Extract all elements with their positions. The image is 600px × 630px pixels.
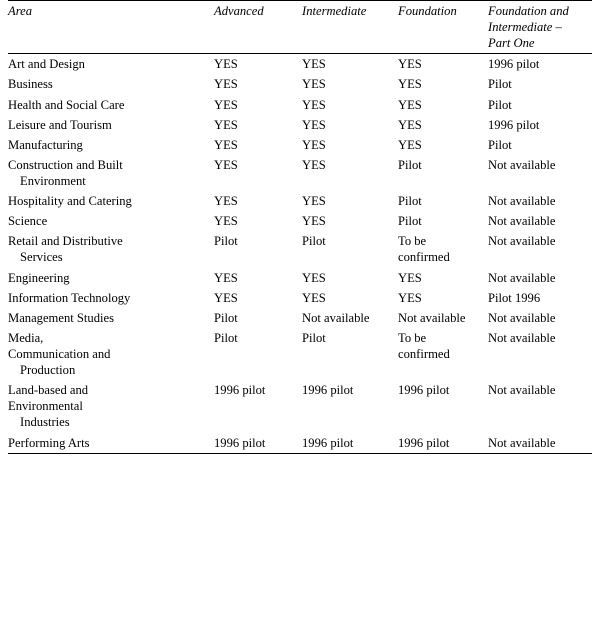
cell-advanced: YES (214, 117, 238, 132)
area-line: Communication and (8, 346, 111, 361)
area-line: Services (20, 250, 63, 265)
cell-advanced: YES (214, 194, 238, 209)
cell-intermediate: YES (302, 157, 326, 172)
area-line: Health and Social Care (8, 97, 125, 112)
cell-foundation: YES (398, 57, 422, 72)
cell-area (8, 115, 214, 135)
cell-foundation: YES (398, 270, 422, 285)
cell-foundation-intermediate: 1996 pilot (488, 57, 540, 72)
column-header-area: Area (8, 1, 214, 54)
foundation-line: To be (398, 330, 427, 345)
cell-foundation-intermediate: Not available (488, 433, 592, 454)
table-row (8, 135, 592, 155)
area-line: Industries (20, 415, 70, 430)
cell-area (8, 288, 214, 308)
cell-intermediate: YES (302, 214, 326, 229)
cell-advanced: Pilot (214, 310, 238, 325)
cell-foundation: YES (398, 137, 422, 152)
cell-advanced: YES (214, 214, 238, 229)
area-line: Leisure and Tourism (8, 117, 112, 132)
table-row (8, 380, 592, 432)
table-row (8, 74, 592, 94)
table-row (8, 95, 592, 115)
area-line: Production (20, 363, 76, 378)
cell-foundation-intermediate: Pilot 1996 (488, 290, 541, 305)
cell-foundation-intermediate: Not available (488, 330, 556, 345)
cell-foundation-intermediate: Not available (488, 234, 556, 249)
cell-intermediate: 1996 pilot (302, 433, 398, 454)
column-header-line-2: Intermediate – (488, 20, 562, 35)
cell-foundation-intermediate: Pilot (488, 77, 512, 92)
cell-intermediate: Not available (302, 310, 370, 325)
area-line: Land-based and (8, 383, 89, 398)
qualification-availability-table (8, 0, 592, 454)
cell-intermediate: YES (302, 194, 326, 209)
foundation-line: To be (398, 234, 427, 249)
cell-advanced: 1996 pilot (214, 433, 302, 454)
cell-foundation: 1996 pilot (398, 433, 488, 454)
cell-advanced: YES (214, 157, 238, 172)
table-row (8, 54, 592, 75)
cell-advanced: YES (214, 57, 238, 72)
area-line: Science (8, 214, 48, 229)
cell-area (8, 155, 214, 191)
cell-foundation: Pilot (398, 194, 422, 209)
table-row (8, 155, 592, 191)
area-line: Engineering (8, 270, 70, 285)
table-row (8, 433, 592, 454)
column-header-foundation: Foundation (398, 1, 488, 54)
foundation-line: confirmed (398, 250, 450, 265)
table-row (8, 288, 592, 308)
cell-intermediate: YES (302, 117, 326, 132)
cell-foundation-intermediate: Not available (488, 157, 556, 172)
cell-foundation: YES (398, 97, 422, 112)
area-line: Information Technology (8, 290, 131, 305)
area-line: Art and Design (8, 57, 85, 72)
cell-foundation-intermediate: Not available (488, 310, 556, 325)
cell-foundation-intermediate: Pilot (488, 137, 512, 152)
area-line: Management Studies (8, 310, 114, 325)
cell-advanced: YES (214, 270, 238, 285)
cell-advanced: 1996 pilot (214, 383, 266, 398)
cell-foundation: Not available (398, 310, 466, 325)
table-row (8, 115, 592, 135)
cell-area (8, 54, 214, 75)
table-row (8, 231, 592, 267)
foundation-line: confirmed (398, 346, 450, 361)
cell-intermediate: YES (302, 290, 326, 305)
area-line: Hospitality and Catering (8, 194, 132, 209)
area-line: Manufacturing (8, 137, 83, 152)
cell-foundation: YES (398, 290, 422, 305)
cell-foundation-intermediate: Pilot (488, 97, 512, 112)
cell-area (8, 380, 214, 432)
cell-foundation-intermediate: Not available (488, 194, 556, 209)
area-line: Media, (8, 330, 44, 345)
cell-intermediate: Pilot (302, 330, 326, 345)
cell-foundation (398, 231, 488, 267)
area-line: Retail and Distributive (8, 234, 123, 249)
cell-area (8, 135, 214, 155)
cell-intermediate: YES (302, 97, 326, 112)
table-row (8, 191, 592, 211)
table-header-row (8, 1, 592, 54)
cell-intermediate: Pilot (302, 234, 326, 249)
table-row (8, 268, 592, 288)
cell-advanced: Pilot (214, 330, 238, 345)
column-header-line-3: Part One (488, 36, 535, 51)
cell-intermediate: YES (302, 77, 326, 92)
table-row (8, 211, 592, 231)
cell-foundation-intermediate: 1996 pilot (488, 117, 540, 132)
cell-advanced: YES (214, 77, 238, 92)
area-line: Environment (20, 173, 86, 188)
cell-foundation (398, 328, 488, 380)
cell-foundation-intermediate: Not available (488, 214, 556, 229)
cell-foundation: 1996 pilot (398, 383, 450, 398)
cell-intermediate: 1996 pilot (302, 383, 354, 398)
cell-area (8, 268, 214, 288)
cell-area (8, 211, 214, 231)
cell-advanced: YES (214, 137, 238, 152)
column-header-advanced: Advanced (214, 1, 302, 54)
table-row (8, 308, 592, 328)
cell-area (8, 74, 214, 94)
column-header-line-1: Foundation and (488, 4, 569, 18)
cell-foundation: Pilot (398, 214, 422, 229)
cell-area (8, 433, 214, 454)
cell-area (8, 308, 214, 328)
cell-intermediate: YES (302, 137, 326, 152)
cell-intermediate: YES (302, 270, 326, 285)
table-body (8, 54, 592, 453)
cell-foundation-intermediate: Not available (488, 383, 556, 398)
cell-area (8, 231, 214, 267)
area-line: Performing Arts (8, 435, 90, 450)
cell-foundation: YES (398, 77, 422, 92)
column-header-intermediate: Intermediate (302, 1, 398, 54)
cell-foundation-intermediate: Not available (488, 270, 556, 285)
cell-advanced: YES (214, 290, 238, 305)
cell-intermediate: YES (302, 57, 326, 72)
cell-area (8, 95, 214, 115)
cell-advanced: Pilot (214, 234, 238, 249)
area-line: Environmental (8, 399, 83, 414)
table-row (8, 328, 592, 380)
cell-advanced: YES (214, 97, 238, 112)
column-header-foundation-intermediate (488, 1, 592, 54)
cell-area (8, 328, 214, 380)
cell-foundation: Pilot (398, 157, 422, 172)
area-line: Business (8, 77, 53, 92)
table-header (8, 1, 592, 54)
cell-foundation: YES (398, 117, 422, 132)
cell-area (8, 191, 214, 211)
area-line: Construction and Built (8, 157, 123, 172)
